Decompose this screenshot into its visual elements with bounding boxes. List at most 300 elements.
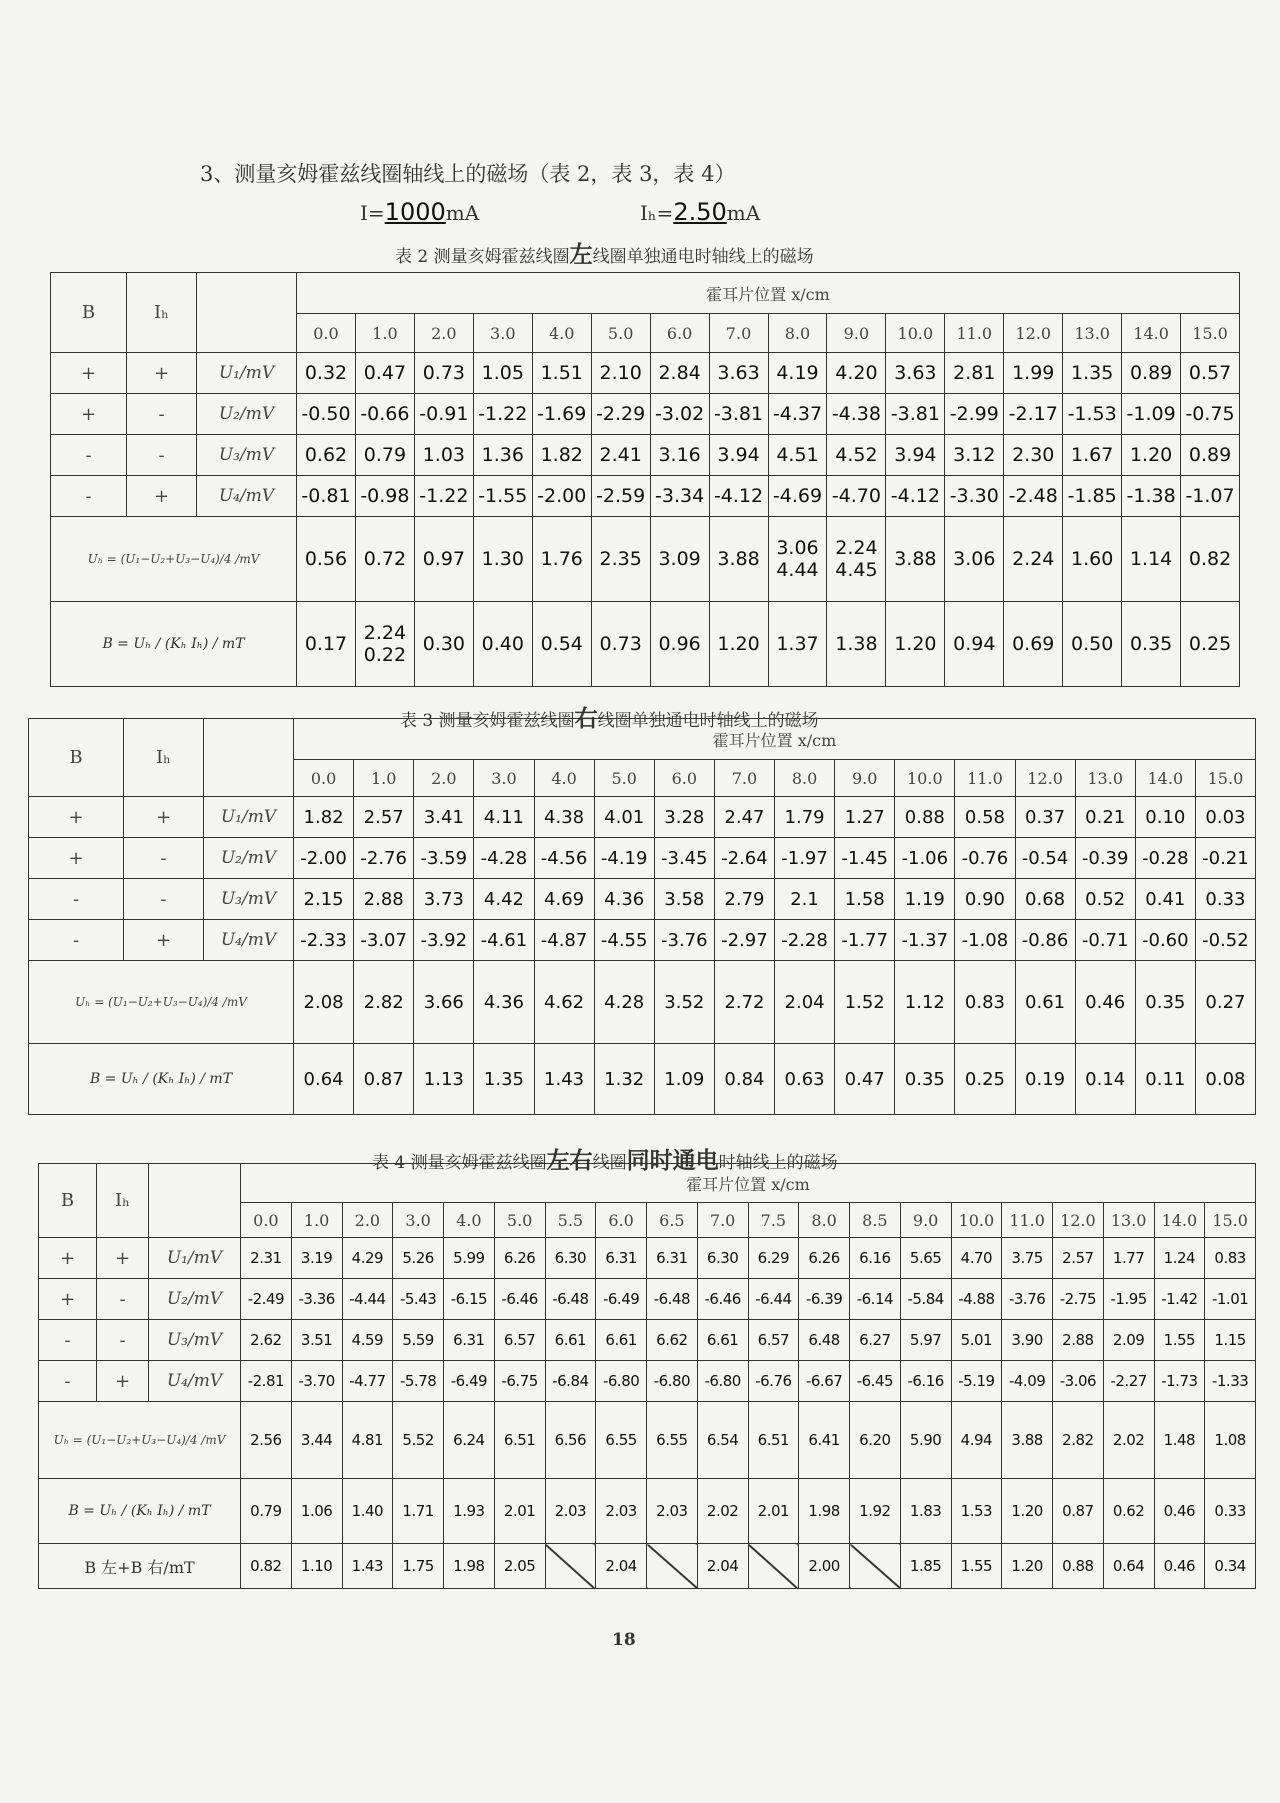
data-cell: 0.33 bbox=[1205, 1479, 1256, 1544]
position-cell: 0.0 bbox=[294, 760, 354, 797]
table3-caption: 表 3 测量亥姆霍兹线圈右线圈单独通电时轴线上的磁场 bbox=[400, 705, 819, 732]
position-cell: 8.0 bbox=[775, 760, 835, 797]
data-cell: -2.27 bbox=[1103, 1361, 1154, 1402]
data-cell: -6.46 bbox=[697, 1279, 748, 1320]
data-cell: 1.55 bbox=[1154, 1320, 1205, 1361]
data-cell: 3.66 bbox=[414, 961, 474, 1044]
data-cell: 1.12 bbox=[895, 961, 955, 1044]
data-cell: 2.82 bbox=[354, 961, 414, 1044]
data-cell: 2.04 bbox=[697, 1544, 748, 1589]
data-cell: 3.90 bbox=[1002, 1320, 1053, 1361]
empty-cell bbox=[545, 1544, 596, 1589]
data-cell: 0.08 bbox=[1195, 1044, 1255, 1115]
data-cell: 3.88 bbox=[886, 517, 945, 602]
data-cell: -1.55 bbox=[473, 476, 532, 517]
sign-B: - bbox=[51, 476, 127, 517]
data-cell: 1.37 bbox=[768, 602, 827, 687]
data-cell: -1.01 bbox=[1205, 1279, 1256, 1320]
data-cell: -1.73 bbox=[1154, 1361, 1205, 1402]
position-cell: 12.0 bbox=[1015, 760, 1075, 797]
data-cell: 0.47 bbox=[355, 353, 414, 394]
data-cell: -4.44 bbox=[342, 1279, 393, 1320]
table2 bbox=[50, 272, 1240, 687]
row-u4 bbox=[51, 476, 1240, 517]
data-cell: -1.07 bbox=[1181, 476, 1240, 517]
label-bsum: B 左+B 右/mT bbox=[39, 1544, 241, 1589]
data-cell: 0.79 bbox=[355, 435, 414, 476]
data-cell: -4.28 bbox=[474, 838, 534, 879]
empty-cell bbox=[850, 1544, 901, 1589]
sign-IH: + bbox=[124, 797, 204, 838]
label-uh: Uₕ = (U₁−U₂+U₃−U₄)/4 /mV bbox=[51, 517, 297, 602]
label-u4: U₄/mV bbox=[204, 920, 294, 961]
page-number: 18 bbox=[612, 1630, 636, 1650]
position-cell: 12.0 bbox=[1004, 314, 1063, 353]
data-cell: 0.21 bbox=[1075, 797, 1135, 838]
data-cell: -1.85 bbox=[1063, 476, 1122, 517]
data-cell: -4.88 bbox=[951, 1279, 1002, 1320]
data-cell: 1.32 bbox=[594, 1044, 654, 1115]
data-cell: 2.31 bbox=[241, 1238, 292, 1279]
data-cell: 4.70 bbox=[951, 1238, 1002, 1279]
data-cell: 0.61 bbox=[1015, 961, 1075, 1044]
data-cell: 6.20 bbox=[850, 1402, 901, 1479]
data-cell: 5.52 bbox=[393, 1402, 444, 1479]
data-cell: 4.51 bbox=[768, 435, 827, 476]
data-cell: 1.75 bbox=[393, 1544, 444, 1589]
data-cell: 2.57 bbox=[1053, 1238, 1104, 1279]
data-cell: 5.01 bbox=[951, 1320, 1002, 1361]
data-cell: 5.59 bbox=[393, 1320, 444, 1361]
data-cell: -5.19 bbox=[951, 1361, 1002, 1402]
position-cell: 6.0 bbox=[654, 760, 714, 797]
data-cell: 0.33 bbox=[1195, 879, 1255, 920]
data-cell: -2.17 bbox=[1004, 394, 1063, 435]
sign-B: - bbox=[29, 920, 124, 961]
position-cell: 0.0 bbox=[297, 314, 356, 353]
row-u2 bbox=[51, 394, 1240, 435]
row-b bbox=[29, 1044, 1256, 1115]
position-cell: 7.0 bbox=[709, 314, 768, 353]
data-cell: 2.24 4.45 bbox=[827, 517, 886, 602]
data-cell: 6.31 bbox=[647, 1238, 698, 1279]
data-cell: -1.38 bbox=[1122, 476, 1181, 517]
data-cell: 2.03 bbox=[647, 1479, 698, 1544]
data-cell: 1.20 bbox=[886, 602, 945, 687]
data-cell: -1.97 bbox=[775, 838, 835, 879]
row-u2 bbox=[29, 838, 1256, 879]
data-cell: 6.51 bbox=[748, 1402, 799, 1479]
data-cell: 0.89 bbox=[1122, 353, 1181, 394]
data-cell: 3.58 bbox=[654, 879, 714, 920]
data-cell: 0.62 bbox=[1103, 1479, 1154, 1544]
header-row bbox=[29, 719, 1256, 760]
data-cell: 0.88 bbox=[1053, 1544, 1104, 1589]
data-cell: 3.94 bbox=[886, 435, 945, 476]
data-cell: -4.38 bbox=[827, 394, 886, 435]
data-cell: 6.16 bbox=[850, 1238, 901, 1279]
data-cell: 2.41 bbox=[591, 435, 650, 476]
current-I: I=1000mA bbox=[360, 198, 480, 226]
table2-caption: 表 2 测量亥姆霍兹线圈左线圈单独通电时轴线上的磁场 bbox=[395, 241, 814, 268]
data-cell: 0.64 bbox=[1103, 1544, 1154, 1589]
data-cell: -6.49 bbox=[444, 1361, 495, 1402]
data-cell: -0.28 bbox=[1135, 838, 1195, 879]
data-cell: 0.72 bbox=[355, 517, 414, 602]
data-cell: 2.04 bbox=[596, 1544, 647, 1589]
data-cell: -1.09 bbox=[1122, 394, 1181, 435]
data-cell: 4.62 bbox=[534, 961, 594, 1044]
sign-B: - bbox=[51, 435, 127, 476]
position-cell: 2.0 bbox=[414, 760, 474, 797]
data-cell: 0.11 bbox=[1135, 1044, 1195, 1115]
data-cell: 6.27 bbox=[850, 1320, 901, 1361]
label-u2: U₂/mV bbox=[197, 394, 297, 435]
data-cell: -0.76 bbox=[955, 838, 1015, 879]
data-cell: 1.82 bbox=[532, 435, 591, 476]
data-cell: -4.09 bbox=[1002, 1361, 1053, 1402]
position-cell: 15.0 bbox=[1195, 760, 1255, 797]
position-cell: 1.0 bbox=[291, 1203, 342, 1238]
data-cell: 6.61 bbox=[697, 1320, 748, 1361]
table4-caption: 表 4 测量亥姆霍兹线圈左右线圈同时通电时轴线上的磁场 bbox=[372, 1147, 838, 1174]
data-cell: 1.35 bbox=[1063, 353, 1122, 394]
data-cell: 1.93 bbox=[444, 1479, 495, 1544]
data-cell: 0.50 bbox=[1063, 602, 1122, 687]
data-cell: -3.34 bbox=[650, 476, 709, 517]
header-B: B bbox=[39, 1164, 97, 1238]
data-cell: 0.68 bbox=[1015, 879, 1075, 920]
row-u2 bbox=[39, 1279, 1256, 1320]
data-cell: 1.43 bbox=[534, 1044, 594, 1115]
position-cell: 6.0 bbox=[650, 314, 709, 353]
data-cell: -0.54 bbox=[1015, 838, 1075, 879]
data-cell: -3.06 bbox=[1053, 1361, 1104, 1402]
data-cell: 6.41 bbox=[799, 1402, 850, 1479]
data-cell: 6.55 bbox=[647, 1402, 698, 1479]
position-cell: 9.0 bbox=[835, 760, 895, 797]
data-cell: 5.97 bbox=[900, 1320, 951, 1361]
data-cell: -6.44 bbox=[748, 1279, 799, 1320]
data-cell: 4.28 bbox=[594, 961, 654, 1044]
data-cell: 4.42 bbox=[474, 879, 534, 920]
position-cell: 3.0 bbox=[474, 760, 534, 797]
sign-IH: - bbox=[97, 1320, 149, 1361]
label-u2: U₂/mV bbox=[204, 838, 294, 879]
label-b: B = Uₕ / (Kₕ Iₕ) / mT bbox=[29, 1044, 294, 1115]
sign-B: - bbox=[39, 1361, 97, 1402]
data-cell: -6.48 bbox=[545, 1279, 596, 1320]
header-position: 霍耳片位置 x/cm bbox=[294, 719, 1256, 760]
data-cell: -6.46 bbox=[494, 1279, 545, 1320]
data-cell: -2.48 bbox=[1004, 476, 1063, 517]
data-cell: 0.17 bbox=[297, 602, 356, 687]
header-IH: Iₕ bbox=[127, 273, 197, 353]
label-uh: Uₕ = (U₁−U₂+U₃−U₄)/4 /mV bbox=[29, 961, 294, 1044]
position-cell: 0.0 bbox=[241, 1203, 292, 1238]
data-cell: 1.82 bbox=[294, 797, 354, 838]
data-cell: 5.90 bbox=[900, 1402, 951, 1479]
data-cell: -3.70 bbox=[291, 1361, 342, 1402]
data-cell: -6.16 bbox=[900, 1361, 951, 1402]
sign-IH: + bbox=[97, 1238, 149, 1279]
data-cell: 0.52 bbox=[1075, 879, 1135, 920]
data-cell: 1.09 bbox=[654, 1044, 714, 1115]
data-cell: 1.55 bbox=[951, 1544, 1002, 1589]
position-cell: 5.5 bbox=[545, 1203, 596, 1238]
position-cell: 9.0 bbox=[827, 314, 886, 353]
data-cell: 0.94 bbox=[945, 602, 1004, 687]
data-cell: 0.64 bbox=[294, 1044, 354, 1115]
data-cell: 2.24 bbox=[1004, 517, 1063, 602]
data-cell: 2.72 bbox=[714, 961, 774, 1044]
data-cell: 3.12 bbox=[945, 435, 1004, 476]
data-cell: 2.35 bbox=[591, 517, 650, 602]
data-cell: 4.11 bbox=[474, 797, 534, 838]
header-blank bbox=[197, 273, 297, 353]
header-B: B bbox=[29, 719, 124, 797]
data-cell: 6.26 bbox=[494, 1238, 545, 1279]
table3 bbox=[28, 718, 1256, 1115]
data-cell: 2.81 bbox=[945, 353, 1004, 394]
label-u3: U₃/mV bbox=[197, 435, 297, 476]
data-cell: 1.48 bbox=[1154, 1402, 1205, 1479]
data-cell: 0.79 bbox=[241, 1479, 292, 1544]
sign-IH: + bbox=[97, 1361, 149, 1402]
data-cell: 2.15 bbox=[294, 879, 354, 920]
data-cell: -0.50 bbox=[297, 394, 356, 435]
data-cell: 3.94 bbox=[709, 435, 768, 476]
data-cell: 3.28 bbox=[654, 797, 714, 838]
data-cell: -2.64 bbox=[714, 838, 774, 879]
data-cell: -1.45 bbox=[835, 838, 895, 879]
data-cell: -6.80 bbox=[596, 1361, 647, 1402]
sign-IH: - bbox=[127, 435, 197, 476]
current-I-value: 1000 bbox=[384, 198, 446, 226]
data-cell: 1.99 bbox=[1004, 353, 1063, 394]
data-cell: -2.00 bbox=[532, 476, 591, 517]
data-cell: 2.88 bbox=[354, 879, 414, 920]
data-cell: 3.63 bbox=[886, 353, 945, 394]
sign-IH: - bbox=[97, 1279, 149, 1320]
data-cell: 1.51 bbox=[532, 353, 591, 394]
data-cell: 2.01 bbox=[748, 1479, 799, 1544]
position-cell: 13.0 bbox=[1063, 314, 1122, 353]
row-u3 bbox=[29, 879, 1256, 920]
row-uh bbox=[39, 1402, 1256, 1479]
data-cell: 6.30 bbox=[697, 1238, 748, 1279]
data-cell: 0.41 bbox=[1135, 879, 1195, 920]
data-cell: 0.73 bbox=[414, 353, 473, 394]
data-cell: 2.04 bbox=[775, 961, 835, 1044]
sign-IH: + bbox=[127, 353, 197, 394]
data-cell: -6.76 bbox=[748, 1361, 799, 1402]
data-cell: -1.22 bbox=[414, 476, 473, 517]
label-uh: Uₕ = (U₁−U₂+U₃−U₄)/4 /mV bbox=[39, 1402, 241, 1479]
position-cell: 8.0 bbox=[768, 314, 827, 353]
row-u3 bbox=[51, 435, 1240, 476]
data-cell: -1.69 bbox=[532, 394, 591, 435]
data-cell: -3.81 bbox=[886, 394, 945, 435]
data-cell: -1.06 bbox=[895, 838, 955, 879]
data-cell: -2.33 bbox=[294, 920, 354, 961]
data-cell: 2.00 bbox=[799, 1544, 850, 1589]
row-b bbox=[39, 1479, 1256, 1544]
data-cell: 4.94 bbox=[951, 1402, 1002, 1479]
position-cell: 4.0 bbox=[444, 1203, 495, 1238]
data-cell: 6.48 bbox=[799, 1320, 850, 1361]
data-cell: 1.15 bbox=[1205, 1320, 1256, 1361]
data-cell: 3.51 bbox=[291, 1320, 342, 1361]
data-cell: 0.32 bbox=[297, 353, 356, 394]
data-cell: 1.79 bbox=[775, 797, 835, 838]
data-cell: 4.01 bbox=[594, 797, 654, 838]
data-cell: 1.20 bbox=[1122, 435, 1181, 476]
data-cell: 6.62 bbox=[647, 1320, 698, 1361]
position-cell: 4.0 bbox=[532, 314, 591, 353]
data-cell: -5.78 bbox=[393, 1361, 444, 1402]
sign-B: + bbox=[51, 394, 127, 435]
data-cell: -2.81 bbox=[241, 1361, 292, 1402]
data-cell: 0.69 bbox=[1004, 602, 1063, 687]
data-cell: 0.88 bbox=[895, 797, 955, 838]
position-cell: 5.0 bbox=[591, 314, 650, 353]
data-cell: 0.87 bbox=[354, 1044, 414, 1115]
position-cell: 8.5 bbox=[850, 1203, 901, 1238]
empty-cell bbox=[748, 1544, 799, 1589]
sign-IH: - bbox=[127, 394, 197, 435]
data-cell: 0.54 bbox=[532, 602, 591, 687]
data-cell: 4.36 bbox=[474, 961, 534, 1044]
data-cell: 6.57 bbox=[494, 1320, 545, 1361]
data-cell: 1.06 bbox=[291, 1479, 342, 1544]
position-cell: 6.0 bbox=[596, 1203, 647, 1238]
label-u1: U₁/mV bbox=[197, 353, 297, 394]
position-cell: 2.0 bbox=[414, 314, 473, 353]
data-cell: 1.92 bbox=[850, 1479, 901, 1544]
data-cell: 3.41 bbox=[414, 797, 474, 838]
data-cell: -3.59 bbox=[414, 838, 474, 879]
data-cell: 1.71 bbox=[393, 1479, 444, 1544]
header-IH: Iₕ bbox=[97, 1164, 149, 1238]
data-cell: 1.67 bbox=[1063, 435, 1122, 476]
header-blank bbox=[149, 1164, 241, 1238]
data-cell: 0.46 bbox=[1075, 961, 1135, 1044]
header-position: 霍耳片位置 x/cm bbox=[241, 1164, 1256, 1203]
data-cell: 0.56 bbox=[297, 517, 356, 602]
position-cell: 14.0 bbox=[1135, 760, 1195, 797]
row-uh bbox=[51, 517, 1240, 602]
data-cell: 0.57 bbox=[1181, 353, 1240, 394]
header-IH: Iₕ bbox=[124, 719, 204, 797]
data-cell: 6.31 bbox=[444, 1320, 495, 1361]
label-u4: U₄/mV bbox=[149, 1361, 241, 1402]
empty-cell bbox=[647, 1544, 698, 1589]
data-cell: 1.20 bbox=[1002, 1479, 1053, 1544]
data-cell: -0.60 bbox=[1135, 920, 1195, 961]
sign-IH: + bbox=[127, 476, 197, 517]
data-cell: 0.58 bbox=[955, 797, 1015, 838]
data-cell: 6.30 bbox=[545, 1238, 596, 1279]
position-cell: 10.0 bbox=[886, 314, 945, 353]
data-cell: 0.35 bbox=[895, 1044, 955, 1115]
data-cell: -0.86 bbox=[1015, 920, 1075, 961]
data-cell: -2.00 bbox=[294, 838, 354, 879]
data-cell: 0.19 bbox=[1015, 1044, 1075, 1115]
position-cell: 4.0 bbox=[534, 760, 594, 797]
data-cell: -1.37 bbox=[895, 920, 955, 961]
label-u3: U₃/mV bbox=[149, 1320, 241, 1361]
position-cell: 11.0 bbox=[955, 760, 1015, 797]
data-cell: 1.83 bbox=[900, 1479, 951, 1544]
data-cell: 6.29 bbox=[748, 1238, 799, 1279]
data-cell: 0.46 bbox=[1154, 1479, 1205, 1544]
header-position: 霍耳片位置 x/cm bbox=[297, 273, 1240, 314]
position-cell: 10.0 bbox=[951, 1203, 1002, 1238]
sign-B: + bbox=[29, 797, 124, 838]
data-cell: -2.59 bbox=[591, 476, 650, 517]
data-cell: 0.82 bbox=[241, 1544, 292, 1589]
data-cell: -1.33 bbox=[1205, 1361, 1256, 1402]
sign-IH: - bbox=[124, 879, 204, 920]
data-cell: -2.75 bbox=[1053, 1279, 1104, 1320]
data-cell: 3.09 bbox=[650, 517, 709, 602]
data-cell: 3.75 bbox=[1002, 1238, 1053, 1279]
data-cell: 3.63 bbox=[709, 353, 768, 394]
position-cell: 5.0 bbox=[494, 1203, 545, 1238]
data-cell: -3.07 bbox=[354, 920, 414, 961]
data-cell: -0.75 bbox=[1181, 394, 1240, 435]
header-B: B bbox=[51, 273, 127, 353]
data-cell: 1.08 bbox=[1205, 1402, 1256, 1479]
data-cell: 0.37 bbox=[1015, 797, 1075, 838]
sign-IH: + bbox=[124, 920, 204, 961]
data-cell: -1.22 bbox=[473, 394, 532, 435]
data-cell: -4.19 bbox=[594, 838, 654, 879]
data-cell: 1.03 bbox=[414, 435, 473, 476]
data-cell: 1.24 bbox=[1154, 1238, 1205, 1279]
sign-B: + bbox=[29, 838, 124, 879]
data-cell: -2.76 bbox=[354, 838, 414, 879]
row-u3 bbox=[39, 1320, 1256, 1361]
label-u1: U₁/mV bbox=[149, 1238, 241, 1279]
position-cell: 8.0 bbox=[799, 1203, 850, 1238]
position-cell: 12.0 bbox=[1053, 1203, 1104, 1238]
data-cell: 4.29 bbox=[342, 1238, 393, 1279]
row-uh bbox=[29, 961, 1256, 1044]
row-u1 bbox=[29, 797, 1256, 838]
data-cell: 0.73 bbox=[591, 602, 650, 687]
data-cell: -1.77 bbox=[835, 920, 895, 961]
data-cell: 2.56 bbox=[241, 1402, 292, 1479]
data-cell: 6.31 bbox=[596, 1238, 647, 1279]
data-cell: 5.26 bbox=[393, 1238, 444, 1279]
row-u1 bbox=[51, 353, 1240, 394]
data-cell: -4.69 bbox=[768, 476, 827, 517]
data-cell: 0.63 bbox=[775, 1044, 835, 1115]
data-cell: -0.71 bbox=[1075, 920, 1135, 961]
data-cell: -6.84 bbox=[545, 1361, 596, 1402]
data-cell: 1.38 bbox=[827, 602, 886, 687]
data-cell: 3.73 bbox=[414, 879, 474, 920]
data-cell: 0.30 bbox=[414, 602, 473, 687]
data-cell: -6.80 bbox=[647, 1361, 698, 1402]
position-cell: 3.0 bbox=[393, 1203, 444, 1238]
data-cell: -4.55 bbox=[594, 920, 654, 961]
data-cell: -0.66 bbox=[355, 394, 414, 435]
data-cell: 2.01 bbox=[494, 1479, 545, 1544]
data-cell: -3.36 bbox=[291, 1279, 342, 1320]
